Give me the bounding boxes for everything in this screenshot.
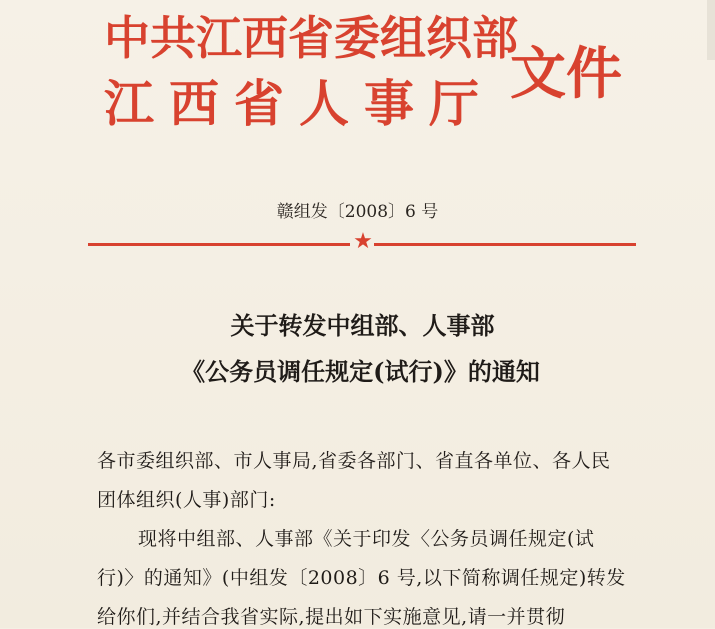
- body-paragraph-line: 团体组织(人事)部门:: [97, 489, 276, 511]
- red-divider: [88, 229, 636, 254]
- body-paragraph-line: 现将中组部、人事部《关于印发〈公务员调任规定(试: [138, 528, 595, 550]
- document-number: 赣组发〔2008〕6 号: [276, 202, 439, 222]
- issuing-org-line2: 江西省人事厅: [104, 75, 494, 133]
- divider-line-left: [88, 243, 350, 246]
- issuing-org-line1: 中共江西省委组织部: [104, 11, 518, 65]
- body-paragraph-line: 行)〉的通知》(中组发〔2008〕6 号,以下简称调任规定)转发: [97, 567, 626, 589]
- notice-title-line1: 关于转发中组部、人事部: [230, 311, 495, 340]
- notice-title-line2: 《公务员调任规定(试行)》的通知: [181, 357, 540, 386]
- star-icon: ★: [353, 229, 373, 254]
- body-paragraph-line: 各市委组织部、市人事局,省委各部门、省直各单位、各人民: [97, 450, 611, 472]
- scan-edge: [707, 0, 715, 60]
- document-type-label: 文件: [510, 42, 622, 107]
- body-paragraph-line: 给你们,并结合我省实际,提出如下实施意见,请一并贯彻: [97, 606, 566, 628]
- divider-line-right: [374, 243, 636, 246]
